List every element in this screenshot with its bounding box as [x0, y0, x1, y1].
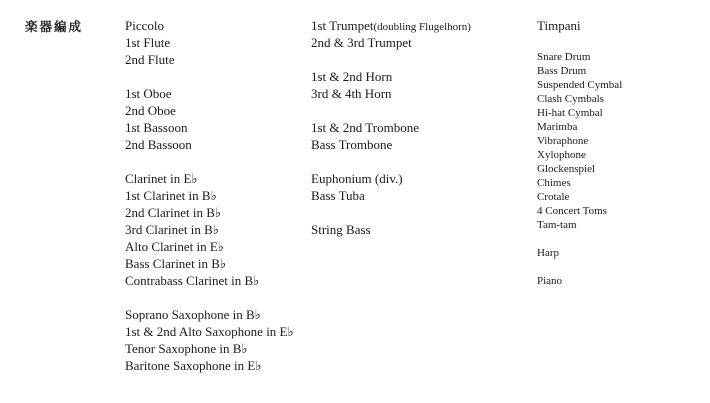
instrument-item: Baritone Saxophone in E♭ [125, 358, 262, 373]
group-gap [125, 68, 294, 85]
group-gap [537, 260, 622, 274]
instrument-item: 2nd & 3rd Trumpet [311, 35, 412, 50]
instrument-item: Soprano Saxophone in B♭ [125, 307, 261, 322]
instrument-item: 2nd Clarinet in B♭ [125, 205, 222, 220]
group-gap [537, 232, 622, 246]
instrument-item: Suspended Cymbal [537, 79, 623, 91]
woodwinds-column [125, 17, 294, 374]
instrument-item: Clarinet in E♭ [125, 171, 198, 186]
instrument-item: Crotale [537, 191, 570, 203]
instrument-item: Bass Tuba [311, 188, 365, 203]
instrument-item: 1st Bassoon [125, 120, 188, 135]
instrument-item [311, 17, 471, 34]
instrument-item: Contrabass Clarinet in B♭ [125, 273, 260, 288]
instrumentation-heading: 楽器編成 [25, 19, 84, 34]
instrument-item: Harp [537, 247, 559, 259]
instrument-item: Piccolo [125, 18, 164, 33]
instrument-item: Vibraphone [537, 135, 589, 147]
instrument-item: Piano [537, 275, 563, 287]
instrument-item: Tam-tam [537, 219, 577, 231]
group-gap [311, 102, 471, 119]
instrument-item: Timpani [537, 18, 581, 33]
instrument-item: 3rd Clarinet in B♭ [125, 222, 219, 237]
group-gap [125, 289, 294, 306]
timpani-column [537, 17, 581, 34]
instrument-item: Hi-hat Cymbal [537, 107, 603, 119]
instrument-item: Bass Clarinet in B♭ [125, 256, 227, 271]
instrument-item: 3rd & 4th Horn [311, 86, 392, 101]
instrument-item: Euphonium (div.) [311, 171, 403, 186]
instrument-item: Marimba [537, 121, 578, 133]
brass-strings-column [311, 17, 471, 238]
instrument-item: Bass Trombone [311, 137, 393, 152]
percussion-column [537, 50, 622, 288]
instrument-item: 2nd Bassoon [125, 137, 192, 152]
instrument-item: 1st & 2nd Trombone [311, 120, 419, 135]
instrument-note: (doubling Flugelhorn) [373, 21, 471, 33]
instrument-item: Xylophone [537, 149, 586, 161]
group-gap [311, 51, 471, 68]
instrument-item: Bass Drum [537, 65, 587, 77]
instrument-item: 1st & 2nd Horn [311, 69, 393, 84]
group-gap [125, 153, 294, 170]
instrument-name: 1st Trumpet [311, 18, 374, 33]
instrument-item: Alto Clarinet in E♭ [125, 239, 224, 254]
instrument-item: 2nd Oboe [125, 103, 176, 118]
instrument-item: Snare Drum [537, 51, 591, 63]
instrument-item: 1st Clarinet in B♭ [125, 188, 217, 203]
instrument-item: Tenor Saxophone in B♭ [125, 341, 248, 356]
group-gap [311, 153, 471, 170]
instrument-item: 1st & 2nd Alto Saxophone in E♭ [125, 324, 294, 339]
instrument-item: 2nd Flute [125, 52, 175, 67]
instrument-item: String Bass [311, 222, 371, 237]
instrument-item: 1st Flute [125, 35, 171, 50]
group-gap [311, 204, 471, 221]
instrument-item: 4 Concert Toms [537, 205, 607, 217]
instrument-item: 1st Oboe [125, 86, 172, 101]
instrument-item: Chimes [537, 177, 571, 189]
instrument-item: Clash Cymbals [537, 93, 604, 105]
instrument-item: Glockenspiel [537, 163, 596, 175]
